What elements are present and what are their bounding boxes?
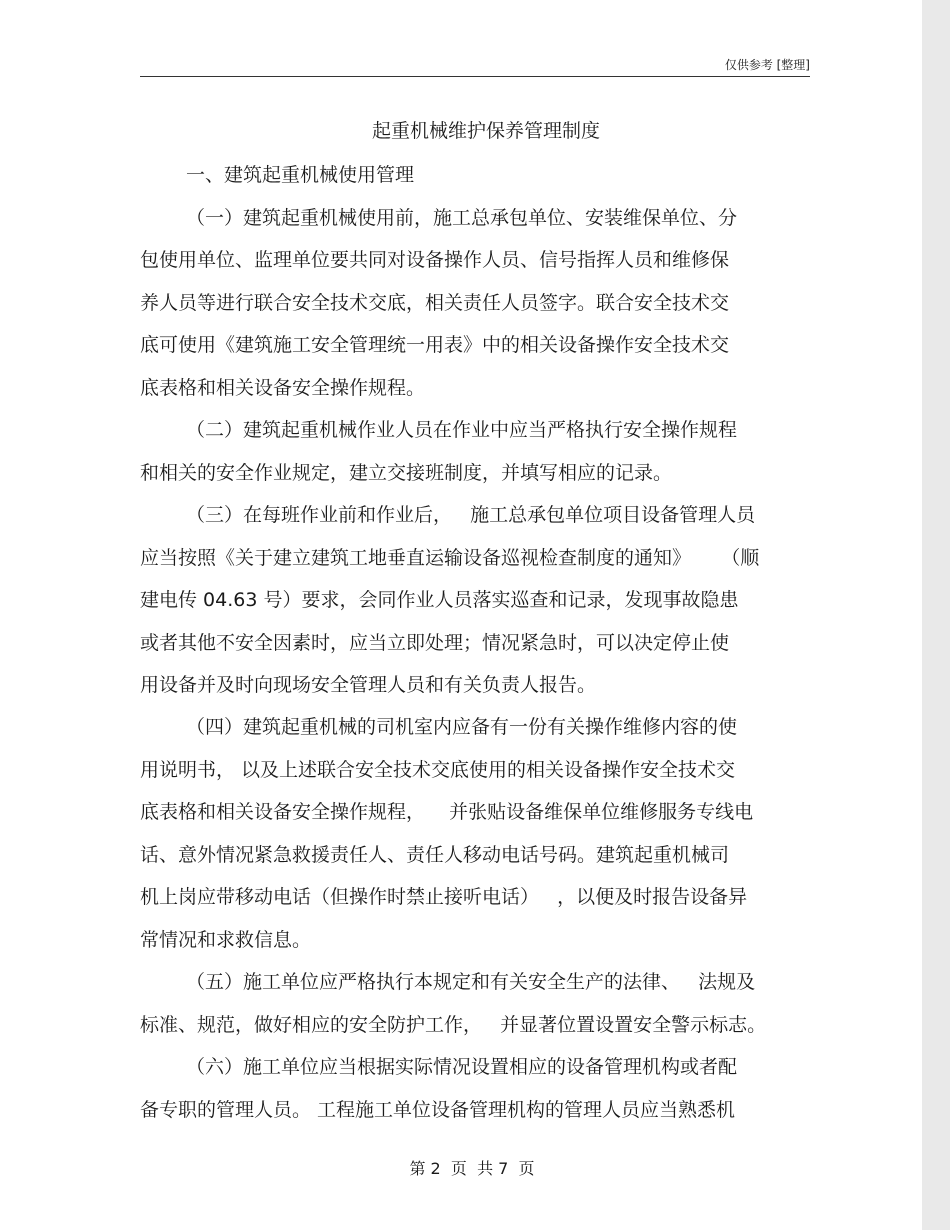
body-line: 标准、规范，做好相应的安全防护工作， 并显著位置设置安全警示标志。 [140,1014,767,1036]
body-line: 机上岗应带移动电话（但操作时禁止接听电话） ，以便及时报告设备异 [140,886,748,908]
body-line: 用设备并及时向现场安全管理人员和有关负责人报告。 [140,674,597,696]
body-line: （二）建筑起重机械作业人员在作业中应当严格执行安全操作规程 [186,419,738,441]
body-line: 用说明书， 以及上述联合安全技术交底使用的相关设备操作安全技术交 [140,759,736,781]
body-line: 话、意外情况紧急救援责任人、责任人移动电话号码。建筑起重机械司 [140,844,730,866]
body-line: 常情况和求救信息。 [140,929,312,951]
document-title: 起重机械维护保养管理制度 [371,120,600,142]
body-line: 备专职的管理人员。 工程施工单位设备管理机构的管理人员应当熟悉机 [140,1099,736,1121]
body-line: （五）施工单位应严格执行本规定和有关安全生产的法律、 法规及 [186,971,756,993]
page-number-footer: 第 2 页 共 7 页 [409,1159,535,1178]
body-line: 底表格和相关设备安全操作规程。 [140,377,426,399]
header-note: 仅供参考 [整理] [724,58,810,72]
body-line: 建电传 04.63 号）要求，会同作业人员落实巡查和记录，发现事故隐患 [140,589,739,611]
body-line: 养人员等进行联合安全技术交底，相关责任人员签字。联合安全技术交 [140,292,730,314]
body-line: （四）建筑起重机械的司机室内应备有一份有关操作维修内容的使 [186,716,738,738]
body-line: （六）施工单位应当根据实际情况设置相应的设备管理机构或者配 [186,1056,738,1078]
header-divider [140,76,810,77]
body-line: 或者其他不安全因素时，应当立即处理；情况紧急时，可以决定停止使 [140,632,730,654]
body-line: 包使用单位、监理单位要共同对设备操作人员、信号指挥人员和维修保 [140,249,730,271]
body-line: 底表格和相关设备安全操作规程， 并张贴设备维保单位维修服务专线电 [140,801,754,823]
body-line: （三）在每班作业前和作业后， 施工总承包单位项目设备管理人员 [186,504,756,526]
body-line: 应当按照《关于建立建筑工地垂直运输设备巡视检查制度的通知》 （顺 [140,547,760,569]
section-heading: 一、建筑起重机械使用管理 [186,164,415,186]
body-line: 底可使用《建筑施工安全管理统一用表》中的相关设备操作安全技术交 [140,334,730,356]
body-line: （一）建筑起重机械使用前，施工总承包单位、安装维保单位、分 [186,207,738,229]
body-line: 和相关的安全作业规定，建立交接班制度，并填写相应的记录。 [140,462,673,484]
